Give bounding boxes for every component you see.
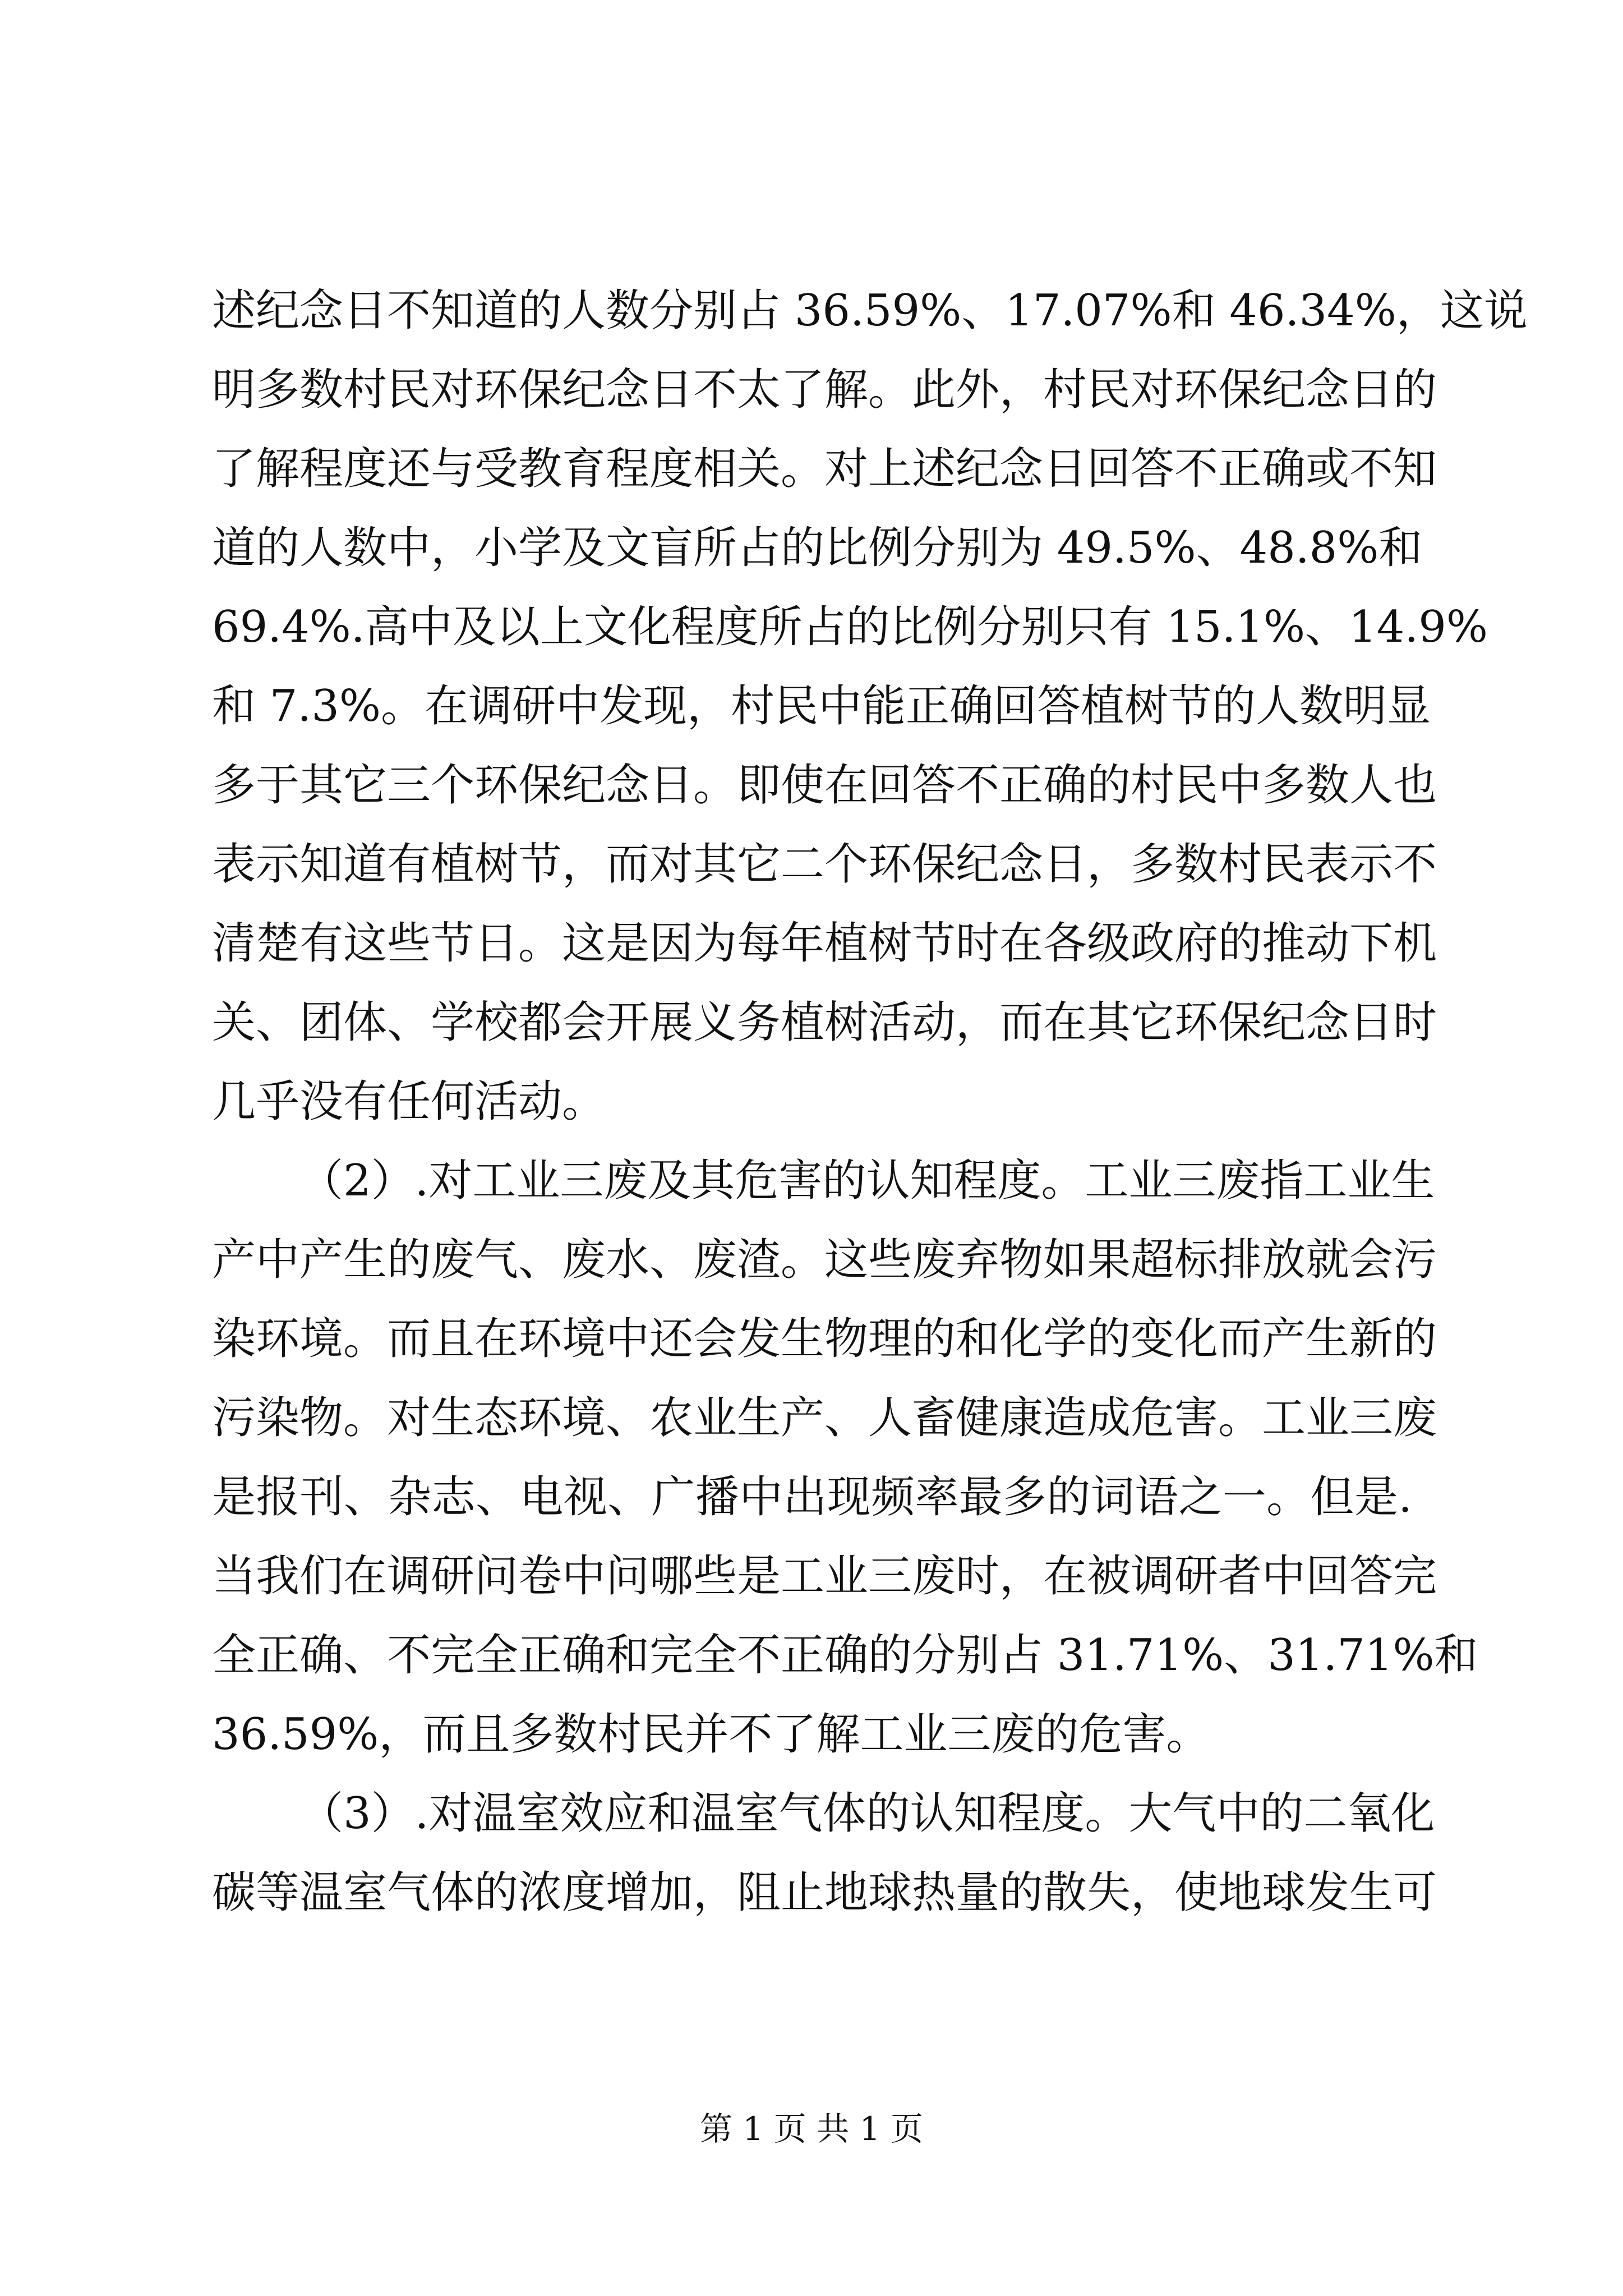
text-line: 产中产生的废气、废水、废渣。这些废弃物如果超标排放就会污 — [212, 1235, 1437, 1285]
text-line: 了解程度还与受教育程度相关。对上述纪念日回答不正确或不知 — [212, 444, 1437, 494]
text-line: （3）.对温室效应和温室气体的认知程度。大气中的二氧化 — [299, 1788, 1435, 1839]
text-line: 碳等温室气体的浓度增加，阻止地球热量的散失，使地球发生可 — [212, 1867, 1437, 1918]
text-line: 几乎没有任何活动。 — [212, 1076, 606, 1127]
text-line: 关、团体、学校都会开展义务植树活动，而在其它环保纪念日时 — [212, 997, 1437, 1048]
page-number-label: 第 1 页 共 1 页 — [700, 2110, 923, 2148]
page-footer — [0, 2106, 1623, 2151]
text-line: 染环境。而且在环境中还会发生物理的和化学的变化而产生新的 — [212, 1314, 1437, 1364]
text-line: 全正确、不完全正确和完全不正确的分别占 31.71%、31.71%和 — [212, 1630, 1478, 1681]
text-line: 道的人数中，小学及文盲所占的比例分别为 49.5%、48.8%和 — [212, 523, 1423, 573]
text-line: 69.4%.高中及以上文化程度所占的比例分别只有 15.1%、14.9% — [212, 602, 1488, 652]
text-line: 多于其它三个环保纪念日。即使在回答不正确的村民中多数人也 — [212, 760, 1437, 811]
text-line: 明多数村民对环保纪念日不太了解。此外，村民对环保纪念日的 — [212, 365, 1437, 415]
text-line: 述纪念日不知道的人数分别占 36.59%、17.07%和 46.34%，这说 — [212, 286, 1528, 336]
text-line: 表示知道有植树节，而对其它二个环保纪念日，多数村民表示不 — [212, 839, 1437, 890]
document-body — [212, 272, 1528, 1932]
text-line: 和 7.3%。在调研中发现，村民中能正确回答植树节的人数明显 — [212, 681, 1431, 731]
text-line: 清楚有这些节日。这是因为每年植树节时在各级政府的推动下机 — [212, 918, 1437, 969]
text-line: 污染物。对生态环境、农业生产、人畜健康造成危害。工业三废 — [212, 1393, 1437, 1443]
text-line: 当我们在调研问卷中问哪些是工业三废时，在被调研者中回答完 — [212, 1551, 1437, 1602]
text-line: （2）.对工业三废及其危害的认知程度。工业三废指工业生 — [299, 1156, 1435, 1206]
text-line: 36.59%，而且多数村民并不了解工业三废的危害。 — [212, 1709, 1210, 1760]
text-line: 是报刊、杂志、电视、广播中出现频率最多的词语之一。但是. — [212, 1472, 1412, 1522]
